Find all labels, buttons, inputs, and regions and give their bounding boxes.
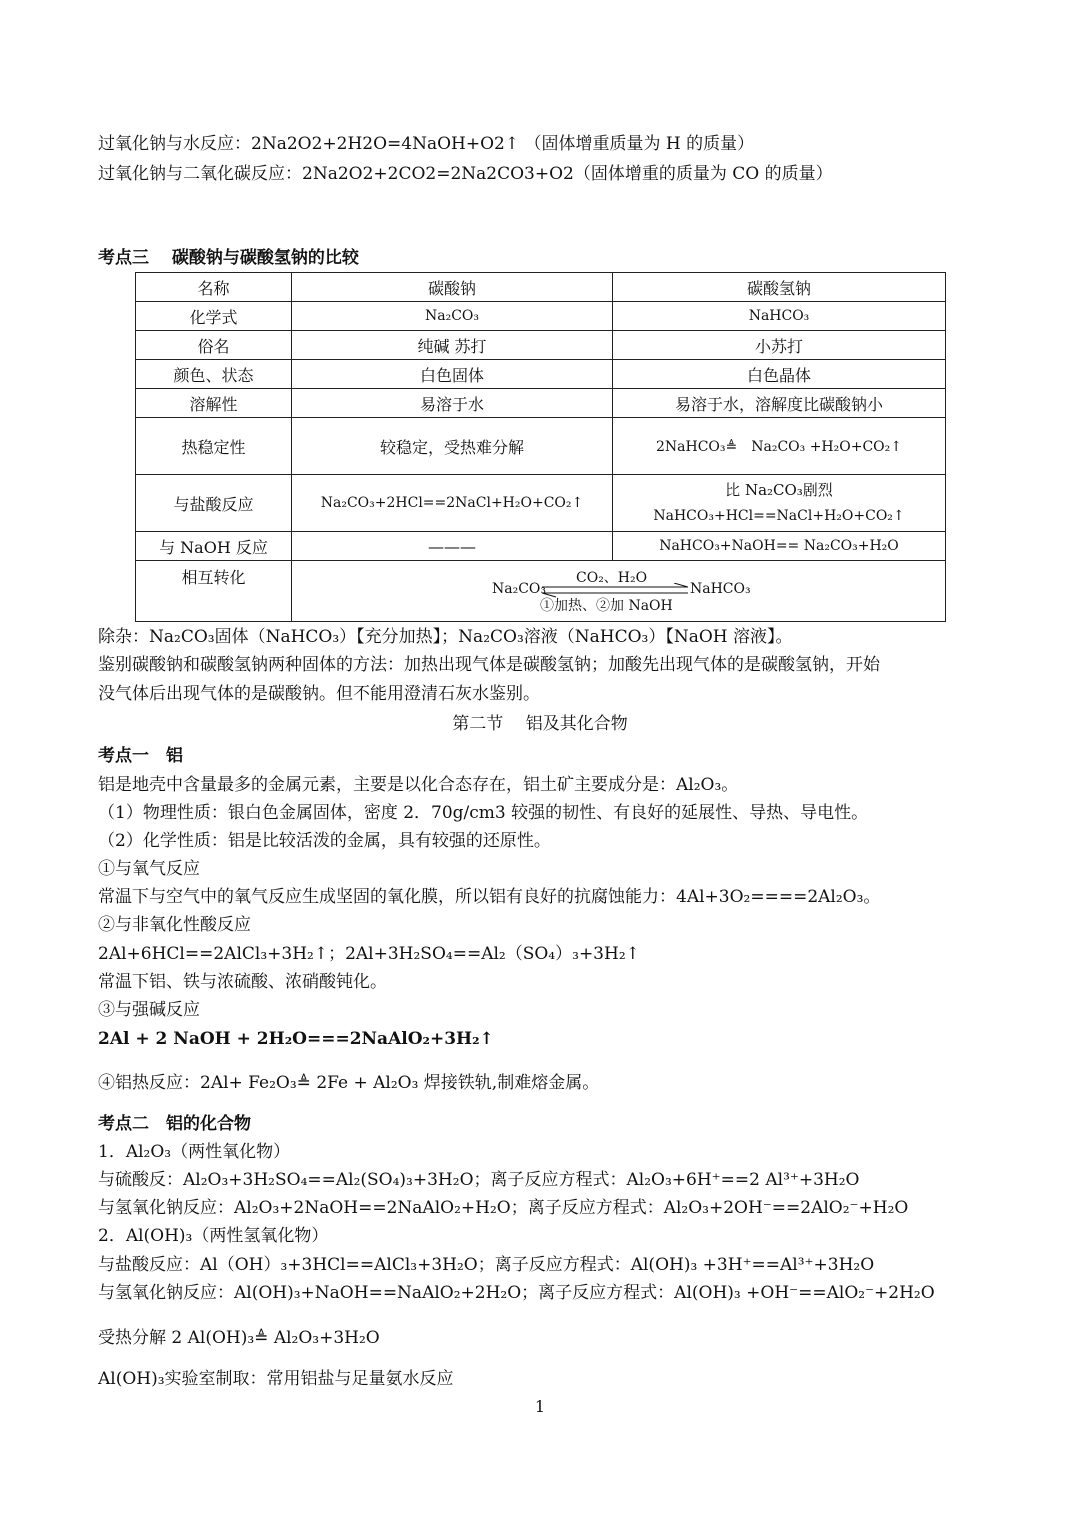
paragraph-line: 除杂：Na₂CO₃固体（NaHCO₃）【充分加热】；Na₂CO₃溶液（NaHCO₃）【NaOH 溶液】。 bbox=[98, 627, 793, 647]
paragraph-line: ①与氧气反应 bbox=[98, 859, 200, 879]
table-cell bbox=[613, 475, 946, 532]
table-cell: 小苏打 bbox=[613, 331, 946, 360]
paragraph-line: 与氢氧化钠反应：Al(OH)₃+NaOH==NaAlO₂+2H₂O；离子反应方程式：Al(OH)₃ +OH⁻==AlO₂⁻+2H₂O bbox=[98, 1283, 935, 1303]
equation-line: 过氧化钠与二氧化碳反应：2Na2O2+2CO2=2Na2CO3+O2（固体增重的质量为 CO 的质量） bbox=[98, 164, 833, 184]
paragraph-line: 常温下铝、铁与浓硫酸、浓硝酸钝化。 bbox=[98, 972, 387, 992]
point-heading: 考点一 铝 bbox=[98, 746, 183, 766]
paragraph-line: Al(OH)₃实验室制取：常用铝盐与足量氨水反应 bbox=[98, 1369, 454, 1389]
table-header-cell: 名称 bbox=[136, 273, 292, 302]
conversion-top: CO₂、H₂O bbox=[576, 570, 648, 586]
paragraph-line: 与盐酸反应：Al（OH）₃+3HCl==AlCl₃+3H₂O；离子反应方程式：Al(OH)₃ +3H⁺==Al³⁺+3H₂O bbox=[98, 1255, 875, 1275]
equation-line: 过氧化钠与水反应：2Na2O2+2H2O=4NaOH+O2↑ （固体增重质量为 H 的质量） bbox=[98, 134, 755, 154]
table-row bbox=[136, 331, 946, 360]
paragraph-line: （2）化学性质：铝是比较活泼的金属，具有较强的还原性。 bbox=[98, 831, 551, 851]
conversion-cell bbox=[292, 561, 946, 622]
table-row bbox=[136, 389, 946, 418]
table-cell: 溶解性 bbox=[136, 389, 292, 418]
paragraph-line: 受热分解 2 Al(OH)₃≜ Al₂O₃+3H₂O bbox=[98, 1328, 380, 1348]
table-cell: 白色晶体 bbox=[613, 360, 946, 389]
conversion-left: Na₂CO₃ bbox=[492, 581, 547, 597]
table-cell: Na₂CO₃ bbox=[292, 302, 613, 331]
table-cell: 热稳定性 bbox=[136, 418, 292, 475]
table-cell: 较稳定，受热难分解 bbox=[292, 418, 613, 475]
paragraph-line: ③与强碱反应 bbox=[98, 1000, 200, 1020]
table-row bbox=[136, 302, 946, 331]
table-row bbox=[136, 360, 946, 389]
comparison-table bbox=[135, 272, 946, 622]
paragraph-line: 2．Al(OH)₃（两性氢氧化物） bbox=[98, 1226, 329, 1246]
paragraph-line: 常温下与空气中的氧气反应生成坚固的氧化膜，所以铝有良好的抗腐蚀能力：4Al+3O₂====2Al₂O₃。 bbox=[98, 887, 881, 907]
table-cell: 2NaHCO₃≜ Na₂CO₃ +H₂O+CO₂↑ bbox=[613, 418, 946, 475]
point-heading: 考点二 铝的化合物 bbox=[98, 1114, 251, 1134]
table-row bbox=[136, 561, 946, 622]
table-cell: 俗名 bbox=[136, 331, 292, 360]
conversion-bottom: ①加热、②加 NaOH bbox=[540, 598, 673, 614]
paragraph-line: 与硫酸反：Al₂O₃+3H₂SO₄==Al₂(SO₄)₃+3H₂O；离子反应方程式：Al₂O₃+6H⁺==2 Al³⁺+3H₂O bbox=[98, 1170, 860, 1190]
conversion-diagram bbox=[296, 563, 941, 619]
table-cell: 易溶于水，溶解度比碳酸钠小 bbox=[613, 389, 946, 418]
paragraph-line: 鉴别碳酸钠和碳酸氢钠两种固体的方法：加热出现气体是碳酸氢钠；加酸先出现气体的是碳酸氢钠，开始 bbox=[98, 655, 880, 675]
equation-line: 2Al + 2 NaOH + 2H₂O===2NaAlO₂+3H₂↑ bbox=[98, 1029, 494, 1049]
section-heading: 考点三 碳酸钠与碳酸氢钠的比较 bbox=[98, 248, 359, 268]
table-cell: 化学式 bbox=[136, 302, 292, 331]
table-cell: 与盐酸反应 bbox=[136, 475, 292, 532]
paragraph-line: 铝是地壳中含量最多的金属元素，主要是以化合态存在，铝土矿主要成分是：Al₂O₃。 bbox=[98, 775, 739, 795]
table-cell: 易溶于水 bbox=[292, 389, 613, 418]
table-cell: 颜色、状态 bbox=[136, 360, 292, 389]
paragraph-line: ④铝热反应：2Al+ Fe₂O₃≜ 2Fe + Al₂O₃ 焊接铁轨,制难熔金属。 bbox=[98, 1073, 600, 1093]
table-row bbox=[136, 475, 946, 532]
section-title: 第二节 铝及其化合物 bbox=[452, 714, 628, 734]
table-cell-line: NaHCO₃+HCl==NaCl+H₂O+CO₂↑ bbox=[653, 508, 905, 524]
table-cell-line: 比 Na₂CO₃剧烈 bbox=[725, 481, 833, 499]
page-number: 1 bbox=[534, 1397, 546, 1416]
table-header-row bbox=[136, 273, 946, 302]
paragraph-line: 2Al+6HCl==2AlCl₃+3H₂↑；2Al+3H₂SO₄==Al₂（SO₄）₃+3H₂↑ bbox=[98, 944, 640, 964]
table-row bbox=[136, 532, 946, 561]
paragraph-line: ②与非氧化性酸反应 bbox=[98, 915, 251, 935]
table-header-cell: 碳酸钠 bbox=[292, 273, 613, 302]
paragraph-line: 与氢氧化钠反应：Al₂O₃+2NaOH==2NaAlO₂+H₂O；离子反应方程式：Al₂O₃+2OH⁻==2AlO₂⁻+H₂O bbox=[98, 1198, 909, 1218]
table-cell: NaHCO₃+NaOH== Na₂CO₃+H₂O bbox=[613, 532, 946, 561]
table-cell: 纯碱 苏打 bbox=[292, 331, 613, 360]
conversion-right: NaHCO₃ bbox=[690, 581, 751, 597]
table-cell: ——— bbox=[292, 532, 613, 561]
table-cell: 白色固体 bbox=[292, 360, 613, 389]
table-header-cell: 碳酸氢钠 bbox=[613, 273, 946, 302]
table-cell: 与 NaOH 反应 bbox=[136, 532, 292, 561]
paragraph-line: 没气体后出现气体的是碳酸钠。但不能用澄清石灰水鉴别。 bbox=[98, 684, 540, 704]
paragraph-line: 1．Al₂O₃（两性氧化物） bbox=[98, 1142, 291, 1162]
paragraph-line: （1）物理性质：银白色金属固体，密度 2．70g/cm3 较强的韧性、有良好的延展性、导热、导电性。 bbox=[98, 803, 869, 823]
table-cell: Na₂CO₃+2HCl==2NaCl+H₂O+CO₂↑ bbox=[292, 475, 613, 532]
table-row bbox=[136, 418, 946, 475]
table-cell: 相互转化 bbox=[136, 561, 292, 622]
table-cell: NaHCO₃ bbox=[613, 302, 946, 331]
